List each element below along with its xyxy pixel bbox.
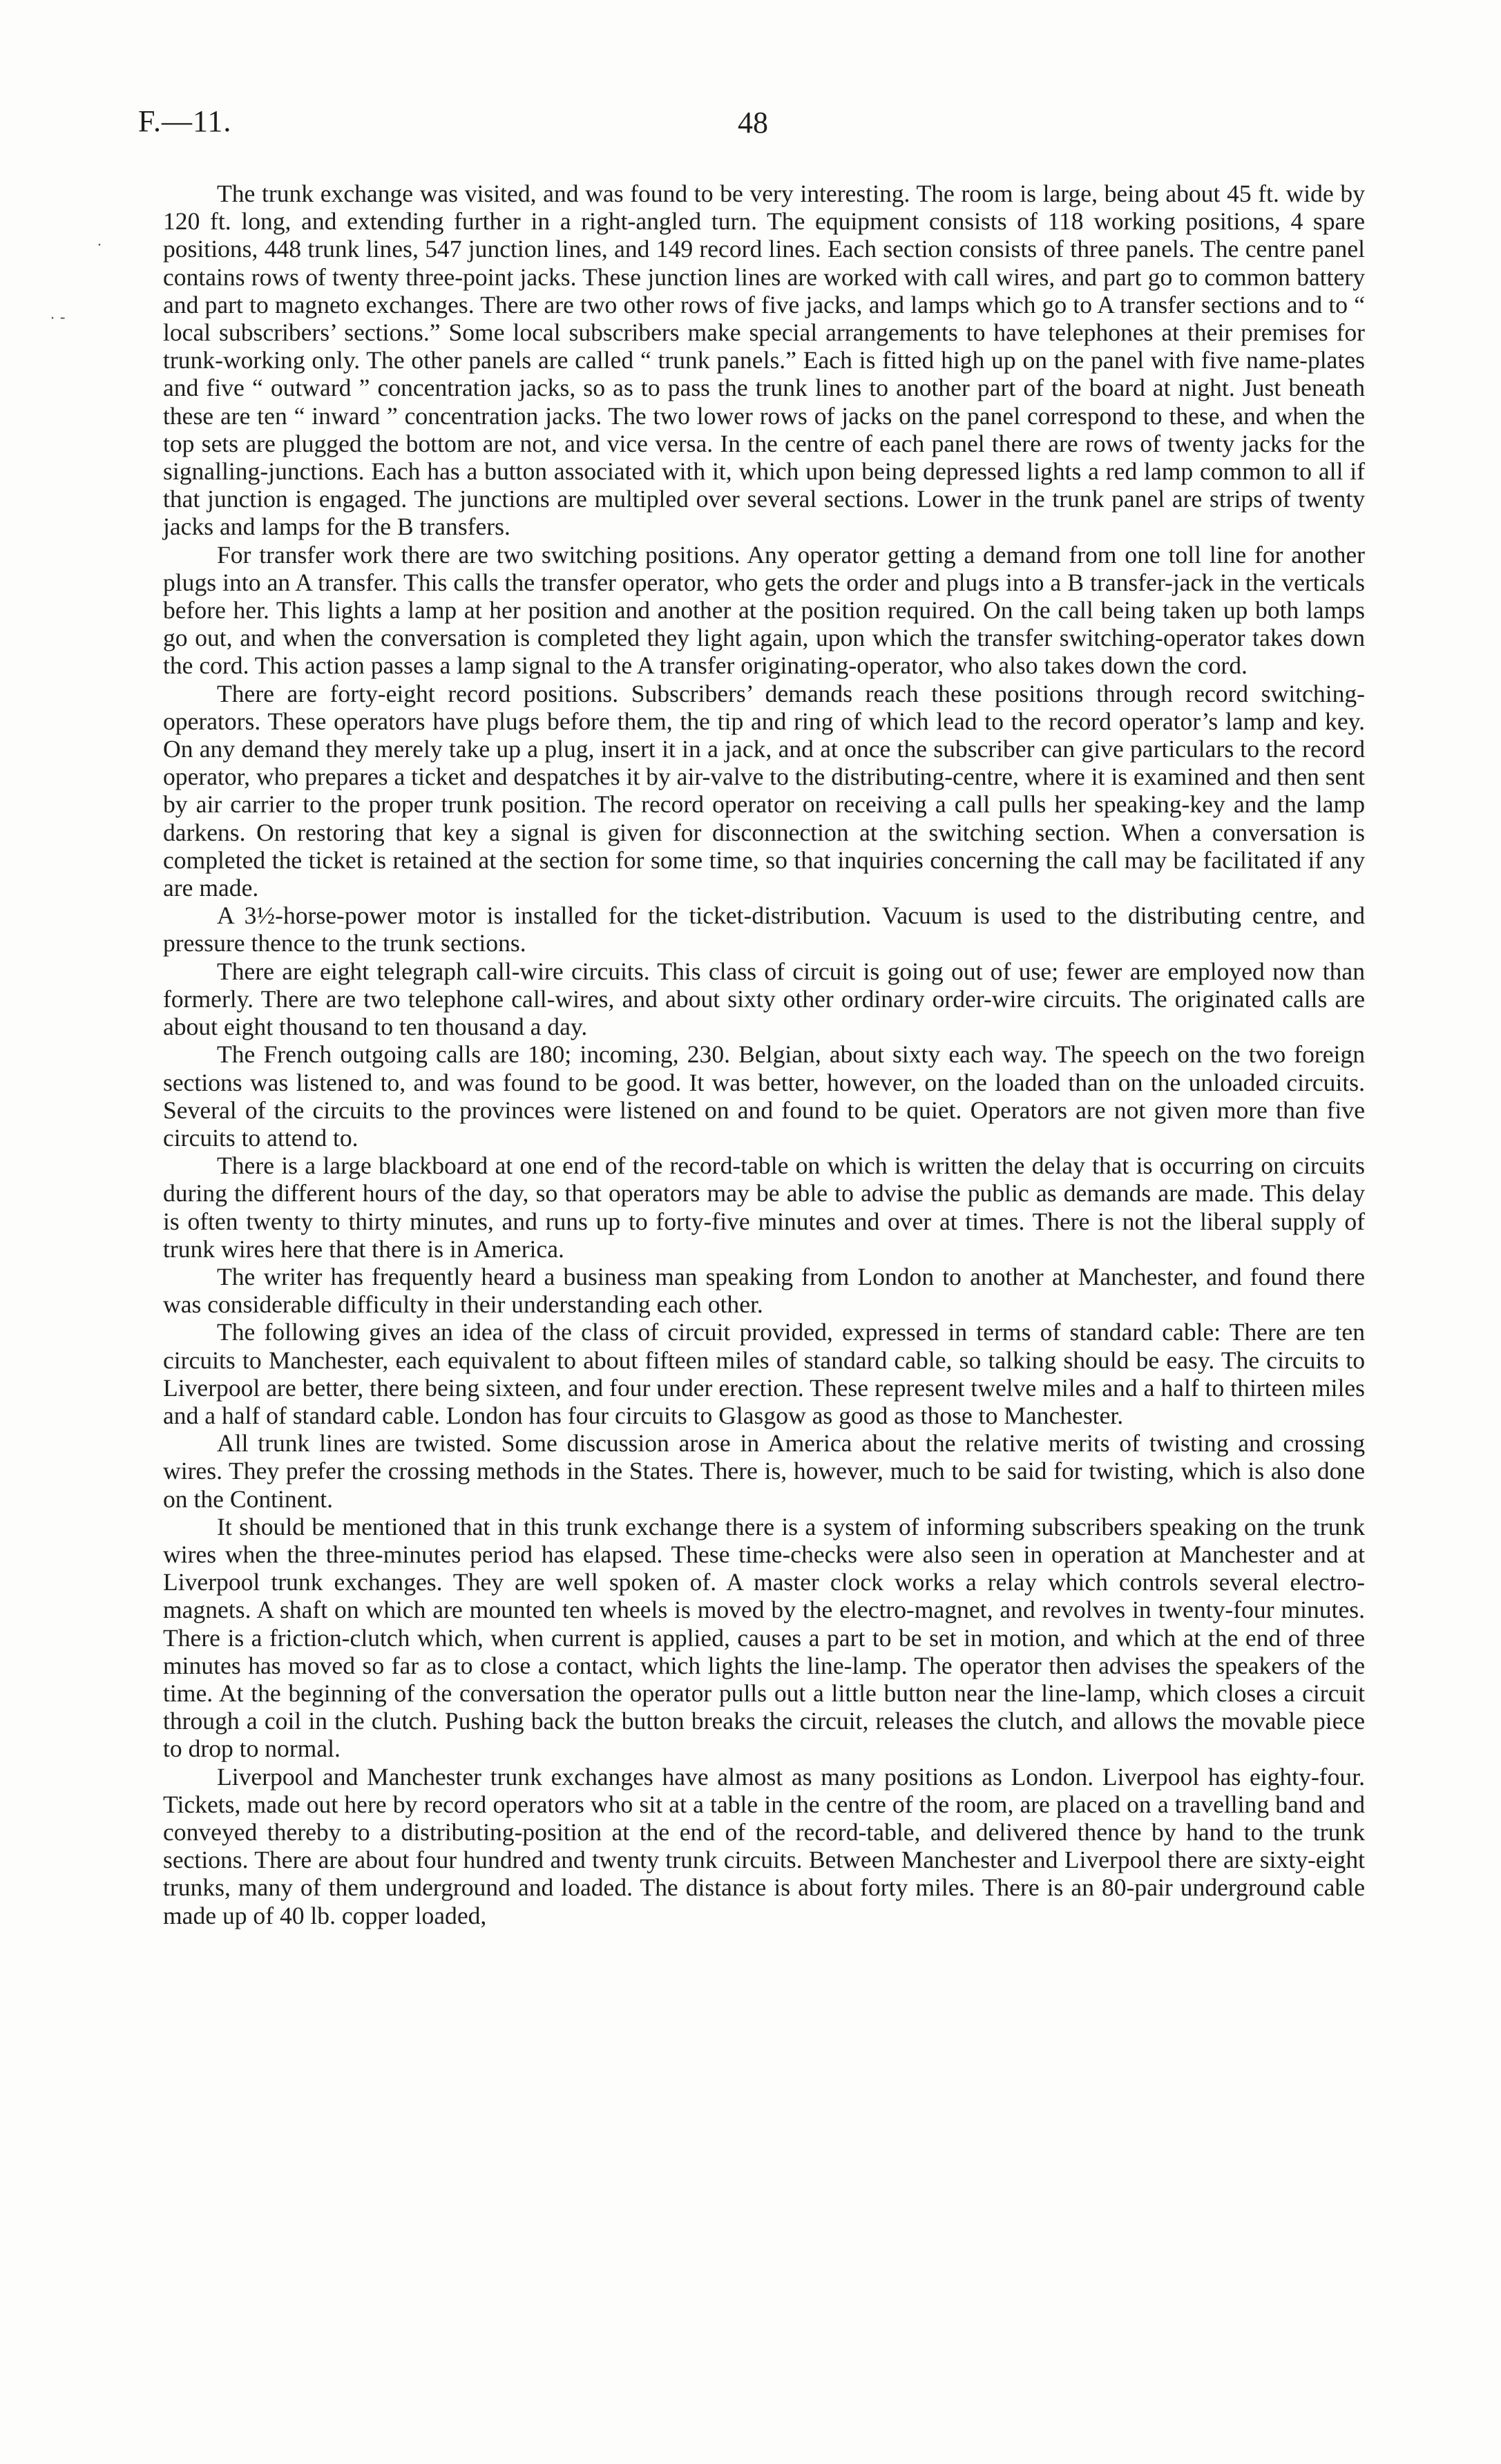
paragraph: The writer has frequently heard a business man speaking from London to another at Manchester, and found there was considerable difficulty in their understanding each other. (163, 1262, 1365, 1319)
paragraph: The trunk exchange was visited, and was found to be very interesting. The room is large, being about 45 ft. wide by 120 ft. long, and extending further in a right-angled turn. The equipment consists of 118 working positions, 4 spare positions, 448 trunk lines, 547 junction lines, and 149 record lines. Each section consists of three panels. The centre panel contains rows of twenty three-point jacks. These junction lines are worked with call wires, and part go to common battery and part to magneto exchanges. There are two other rows of five jacks, and lamps which go to A transfer sections and to “ local subscribers’ sections.” Some local subscribers make special arrangements to have telephones at their premises for trunk-working only. The other panels are called “ trunk panels.” Each is fitted high up on the panel with five name-plates and five “ outward ” concentration jacks, so as to pass the trunk lines to another part of the board at night. Just beneath these are ten “ inward ” concentration jacks. The two lower rows of jacks on the panel correspond to these, and when the top sets are plugged the bottom are not, and vice versa. In the centre of each panel there are rows of twenty jacks for the signalling-junctions. Each has a button associated with it, which upon being depressed lights a red lamp common to all if that junction is engaged. The junctions are multipled over several sections. Lower in the trunk panel are strips of twenty jacks and lamps for the B transfers. (163, 180, 1365, 541)
paragraph: There are forty-eight record positions. Subscribers’ demands reach these positions through record switching-operators. These operators have plugs before them, the tip and ring of which lead to the record operator’s lamp and key. On any demand they merely take up a plug, insert it in a jack, and at once the subscriber can give particulars to the record operator, who prepares a ticket and despatches it by air-valve to the distributing-centre, where it is examined and then sent by air carrier to the proper trunk position. The record operator on receiving a call pulls her speaking-key and the lamp darkens. On restoring that key a signal is given for disconnection at the switching section. When a conversation is completed the ticket is retained at the section for some time, so that inquiries concerning the call may be facilitated if any are made. (163, 679, 1365, 902)
paragraph: The following gives an idea of the class of circuit provided, expressed in terms of standard cable: There are ten circuits to Manchester, each equivalent to about fifteen miles of standard cable, so talking should be easy. The circuits to Liverpool are better, there being sixteen, and four under erection. These represent twelve miles and a half to thirteen miles and a half of standard cable. London has four circuits to Glasgow as good as those to Manchester. (163, 1318, 1365, 1429)
paragraph: It should be mentioned that in this trunk exchange there is a system of informing subscribers speaking on the trunk wires when the three-minutes period has elapsed. These time-checks were also seen in operation at Manchester and at Liverpool trunk exchanges. They are well spoken of. A master clock works a relay which controls several electro-magnets. A shaft on which are mounted ten wheels is moved by the electro-magnet, and revolves in twenty-four minutes. There is a friction-clutch which, when current is applied, causes a part to be set in motion, and which at the end of three minutes has moved so far as to close a contact, which lights the line-lamp. The operator then advises the speakers of the time. At the beginning of the conversation the operator pulls out a little button near the line-lamp, which closes a circuit through a coil in the clutch. Pushing back the button breaks the circuit, releases the clutch, and allows the movable piece to drop to normal. (163, 1512, 1365, 1763)
paragraph: A 3½-horse-power motor is installed for the ticket-distribution. Vacuum is used to the distributing centre, and pressure thence to the trunk sections. (163, 901, 1365, 957)
paragraph: There is a large blackboard at one end of the record-table on which is written the delay that is occurring on circuits during the different hours of the day, so that operators may be able to advise the public as demands are made. This delay is often twenty to thirty minutes, and runs up to forty-five minutes and over at times. There is not the liberal supply of trunk wires here that there is in America. (163, 1152, 1365, 1263)
margin-dot: · - (50, 308, 66, 327)
page-number: 48 (738, 106, 768, 140)
body-text (163, 180, 1365, 1929)
paragraph: Liverpool and Manchester trunk exchanges have almost as many positions as London. Liverpool has eighty-four. Tickets, made out here by record operators who sit at a table in the centre of the room, are placed on a travelling band and conveyed thereby to a distributing-position at the end of the record-table, and delivered thence by hand to the trunk sections. There are about four hundred and twenty trunk circuits. Between Manchester and Liverpool there are sixty-eight trunks, many of them underground and loaded. The distance is about forty miles. There is an 80-pair underground cable made up of 40 lb. copper loaded, (163, 1762, 1365, 1929)
section-reference: F.—11. (138, 104, 232, 138)
margin-dot: · (97, 235, 102, 254)
paragraph: There are eight telegraph call-wire circuits. This class of circuit is going out of use; fewer are employed now than formerly. There are two telephone call-wires, and about sixty other ordinary order-wire circuits. The originated calls are about eight thousand to ten thousand a day. (163, 957, 1365, 1041)
paragraph: For transfer work there are two switching positions. Any operator getting a demand from one toll line for another plugs into an A transfer. This calls the transfer operator, who gets the order and plugs into a B transfer-jack in the verticals before her. This lights a lamp at her position and another at the position required. On the call being taken up both lamps go out, and when the conversation is completed they light again, upon which the transfer switching-operator takes down the cord. This action passes a lamp signal to the A transfer originating-operator, who also takes down the cord. (163, 540, 1365, 680)
paragraph: All trunk lines are twisted. Some discussion arose in America about the relative merits of twisting and crossing wires. They prefer the crossing methods in the States. There is, however, much to be said for twisting, which is also done on the Continent. (163, 1429, 1365, 1513)
paragraph: The French outgoing calls are 180; incoming, 230. Belgian, about sixty each way. The speech on the two foreign sections was listened to, and was found to be good. It was better, however, on the loaded than on the unloaded circuits. Several of the circuits to the provinces were listened on and found to be quiet. Operators are not given more than five circuits to attend to. (163, 1040, 1365, 1152)
